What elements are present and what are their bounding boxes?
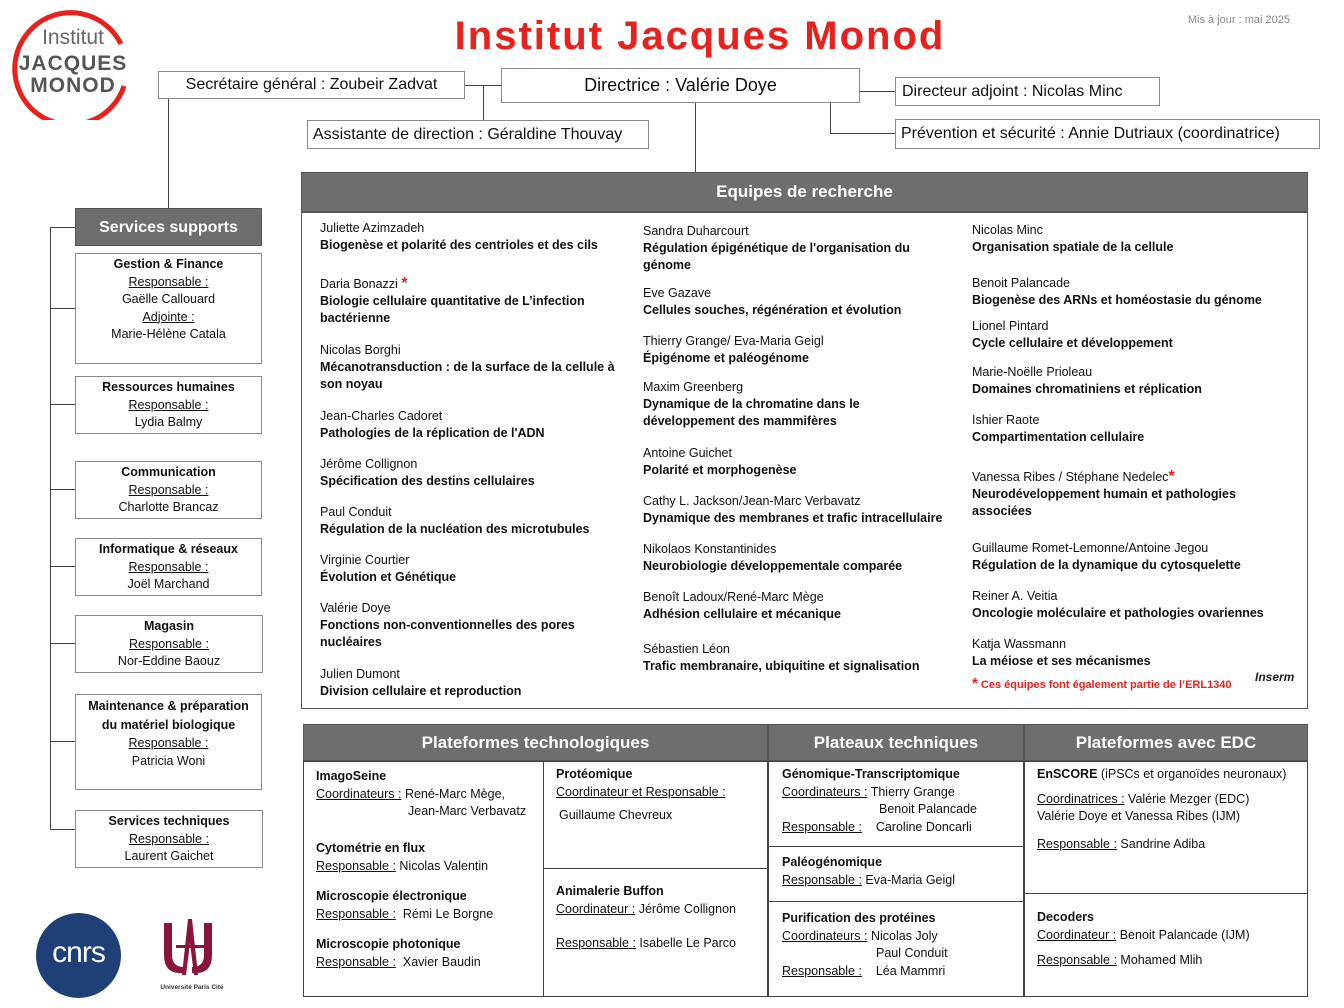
team-entry xyxy=(643,285,963,319)
platform-role: Responsable : xyxy=(1037,836,1117,851)
team-leader: Daria Bonazzi xyxy=(320,277,398,291)
team-title: Spécification des destins cellulaires xyxy=(320,474,535,488)
platform-role: Coordinateurs : xyxy=(316,786,402,801)
team-leader: Reiner A. Veitia xyxy=(972,589,1058,603)
team-leader: Katja Wassmann xyxy=(972,637,1067,651)
service-title: Magasin xyxy=(143,619,194,633)
team-title: Mécanotransduction : de la surface de la cellule à son noyau xyxy=(320,360,615,391)
team-title: Biogenèse des ARNs et homéostasie du génome xyxy=(972,293,1262,307)
team-title: Biologie cellulaire quantitative de L’infection bactérienne xyxy=(320,294,585,325)
platform-role: Coordinateur : xyxy=(1037,927,1117,942)
team-title: Division cellulaire et reproduction xyxy=(320,684,522,698)
service-title: Gestion & Finance xyxy=(113,257,224,271)
services-header: Services supports xyxy=(75,208,262,246)
team-entry xyxy=(320,456,625,490)
team-title: Régulation de la dynamique du cytosquelette xyxy=(972,558,1241,572)
directrice-box xyxy=(501,68,860,103)
platform-person: Benoit Palancade xyxy=(879,802,977,816)
cytometrie xyxy=(316,840,541,875)
team-entry xyxy=(320,408,625,442)
platform-title: Decoders xyxy=(1037,910,1094,924)
platform-person: Eva-Maria Geigl xyxy=(865,872,956,887)
team-leader: Julien Dumont xyxy=(320,667,400,681)
service-role: Responsable : xyxy=(128,397,209,412)
decoders xyxy=(1037,909,1305,970)
team-entry xyxy=(972,318,1282,352)
platform-role: Responsable : xyxy=(1037,953,1117,967)
team-leader: Lionel Pintard xyxy=(972,319,1049,333)
service-title: Services techniques xyxy=(108,814,230,828)
platform-role: Coordinateurs : xyxy=(782,784,868,799)
platform-person: Guillaume Chevreux xyxy=(559,808,673,822)
connector xyxy=(50,829,75,830)
team-leader: Thierry Grange/ Eva-Maria Geigl xyxy=(643,334,824,348)
team-title: Compartimentation cellulaire xyxy=(972,430,1145,444)
ijm-logo xyxy=(6,6,140,120)
team-leader: Nicolas Minc xyxy=(972,223,1043,237)
platforms-tech-header: Plateformes technologiques xyxy=(303,724,768,761)
service-rh xyxy=(75,376,262,434)
upc-logo xyxy=(150,915,234,995)
team-title: Évolution et Génétique xyxy=(320,570,457,584)
connector xyxy=(483,86,484,120)
paleogenomique xyxy=(782,854,1022,889)
platform-title: Génomique-Transcriptomique xyxy=(782,767,960,781)
microscopie-electronique xyxy=(316,888,541,923)
team-entry xyxy=(643,445,963,479)
team-entry xyxy=(320,275,625,327)
team-title: Cellules souches, régénération et évolution xyxy=(643,303,902,317)
connector xyxy=(50,227,75,228)
platform-title: ImagoSeine xyxy=(316,769,387,783)
service-person: Laurent Gaichet xyxy=(124,849,214,863)
team-title: Adhésion cellulaire et mécanique xyxy=(643,607,841,621)
team-title: Fonctions non-conventionnelles des pores nucléaires xyxy=(320,618,575,649)
team-leader: Nicolas Borghi xyxy=(320,343,401,357)
service-person: Joël Marchand xyxy=(127,577,210,591)
platform-role: Responsable : xyxy=(556,936,636,950)
star-marker: * xyxy=(1168,468,1175,485)
erl-footnote xyxy=(972,675,1262,692)
platform-title: Animalerie Buffon xyxy=(556,884,664,898)
platform-person: Mohamed Mlih xyxy=(1120,953,1203,967)
service-person: Gaëlle Callouard xyxy=(121,292,216,306)
connector xyxy=(50,227,51,829)
platform-person: Nicolas Valentin xyxy=(399,858,489,873)
service-title: Informatique & réseaux xyxy=(99,542,238,556)
team-leader: Sébastien Léon xyxy=(643,642,730,656)
connector xyxy=(50,643,75,644)
platform-role: Responsable : xyxy=(782,819,862,834)
assistante-box xyxy=(307,120,649,149)
platform-role: Coordinateur et Responsable : xyxy=(556,784,726,799)
team-leader: Paul Conduit xyxy=(320,505,392,519)
platform-person: Caroline Doncarli xyxy=(875,819,972,834)
platform-title: Purification des protéines xyxy=(782,911,936,925)
team-title: Cycle cellulaire et développement xyxy=(972,336,1173,350)
platform-role: Responsable : xyxy=(316,906,396,921)
platform-role: Coordinatrices : xyxy=(1037,791,1125,806)
footnote-text: Ces équipes font également partie de l’ERL1340 xyxy=(980,679,1232,691)
service-role: Adjointe : xyxy=(142,309,195,324)
team-entry xyxy=(972,222,1282,256)
team-title: Régulation épigénétique de l'organisation du génome xyxy=(643,241,910,272)
team-title: Pathologies de la réplication de l'ADN xyxy=(320,426,545,440)
platform-title: Protéomique xyxy=(556,767,633,781)
team-leader: Benoit Palancade xyxy=(972,276,1070,290)
connector xyxy=(50,404,75,405)
team-leader: Jean-Charles Cadoret xyxy=(320,409,443,423)
teams-header: Equipes de recherche xyxy=(301,172,1308,212)
logo-line2: JACQUES xyxy=(18,52,128,75)
connector xyxy=(50,741,75,742)
service-role: Responsable : xyxy=(128,482,209,497)
secretaire-general-text: Secrétaire général : Zoubeir Zadvat xyxy=(185,76,438,93)
service-role: Responsable : xyxy=(128,274,209,289)
team-leader: Eve Gazave xyxy=(643,286,712,300)
prevention-box xyxy=(895,119,1320,149)
connector xyxy=(830,133,895,134)
directrice-text: Directrice : Valérie Doye xyxy=(584,75,777,95)
team-leader: Cathy L. Jackson/Jean-Marc Verbavatz xyxy=(643,494,861,508)
team-entry xyxy=(320,600,600,651)
platform-person: Thierry Grange xyxy=(870,784,955,799)
team-title: Neurobiologie développementale comparée xyxy=(643,559,903,573)
purification-proteines xyxy=(782,910,1022,980)
platform-title: Microscopie photonique xyxy=(316,937,461,951)
team-leader: Guillaume Romet-Lemonne/Antoine Jegou xyxy=(972,541,1209,555)
team-title: Polarité et morphogenèse xyxy=(643,463,797,477)
platform-person: Isabelle Le Parco xyxy=(639,936,736,950)
team-entry xyxy=(972,468,1262,520)
service-person: Nor-Eddine Baouz xyxy=(117,654,221,668)
service-gestion xyxy=(75,253,262,364)
team-title: Biogenèse et polarité des centrioles et des cils xyxy=(320,238,598,252)
edc-header: Plateformes avec EDC xyxy=(1024,724,1308,761)
team-leader: Valérie Doye xyxy=(320,601,391,615)
team-leader: Antoine Guichet xyxy=(643,446,732,460)
connector xyxy=(50,489,75,490)
cnrs-logo xyxy=(36,913,121,998)
team-title: La méiose et ses mécanismes xyxy=(972,654,1151,668)
service-techniques xyxy=(75,810,263,868)
team-title: Neurodéveloppement humain et pathologies associées xyxy=(972,487,1236,518)
platform-role: Coordinateurs : xyxy=(782,928,868,943)
team-title: Organisation spatiale de la cellule xyxy=(972,240,1174,254)
team-entry xyxy=(320,342,620,393)
platform-person: Paul Conduit xyxy=(876,946,948,960)
team-entry xyxy=(972,412,1282,446)
prevention-text: Prévention et sécurité : Annie Dutriaux (coordinatrice) xyxy=(901,125,1280,142)
team-entry xyxy=(320,504,625,538)
service-title: Ressources humaines xyxy=(102,380,235,394)
update-note: Mis à jour : mai 2025 xyxy=(1187,14,1290,26)
team-leader: Sandra Duharcourt xyxy=(643,224,749,238)
platform-role: Responsable : xyxy=(782,872,862,887)
team-leader: Vanessa Ribes / Stéphane Nedelec xyxy=(972,470,1169,484)
team-leader: Ishier Raote xyxy=(972,413,1040,427)
service-maintenance xyxy=(75,694,262,790)
platform-title: Microscopie électronique xyxy=(316,889,467,903)
assistante-text: Assistante de direction : Géraldine Thouvay xyxy=(313,126,623,143)
service-person: Lydia Balmy xyxy=(134,415,203,429)
star-marker: * xyxy=(401,275,408,292)
connector xyxy=(695,103,696,172)
imagoseine xyxy=(316,768,541,821)
team-title: Domaines chromatiniens et réplication xyxy=(972,382,1202,396)
service-title: Communication xyxy=(121,465,216,479)
team-entry xyxy=(972,275,1282,309)
team-entry xyxy=(972,588,1292,622)
team-entry xyxy=(972,364,1282,398)
platform-title: Cytométrie en flux xyxy=(316,841,426,855)
platform-person: Xavier Baudin xyxy=(402,954,481,969)
star-marker: * xyxy=(972,675,978,692)
team-entry xyxy=(643,333,963,367)
directeur-adjoint-text: Directeur adjoint : Nicolas Minc xyxy=(902,83,1123,100)
team-title: Oncologie moléculaire et pathologies ovariennes xyxy=(972,606,1264,620)
animalerie-buffon xyxy=(556,883,766,953)
cnrs-logo-text: cnrs xyxy=(52,936,105,969)
directeur-adjoint-box xyxy=(895,77,1160,106)
genomique-transcriptomique xyxy=(782,766,1022,836)
team-leader: Benoît Ladoux/René-Marc Mège xyxy=(643,590,824,604)
page-title: Institut Jacques Monod xyxy=(454,14,946,58)
service-communication xyxy=(75,461,262,519)
platform-person: Valérie Doye et Vanessa Ribes (IJM) xyxy=(1037,809,1241,823)
platform-person: Nicolas Joly xyxy=(870,928,938,943)
service-role: Responsable : xyxy=(128,559,209,574)
team-entry xyxy=(972,636,1292,670)
platform-person: Rémi Le Borgne xyxy=(402,906,494,921)
team-entry xyxy=(643,379,893,430)
microscopie-photonique xyxy=(316,936,541,971)
service-person: Charlotte Brancaz xyxy=(118,500,219,514)
team-leader: Virginie Courtier xyxy=(320,553,410,567)
team-entry xyxy=(643,541,963,575)
platform-person: Léa Mammri xyxy=(875,963,946,978)
team-entry xyxy=(972,540,1292,574)
logo-line3: MONOD xyxy=(30,74,116,97)
logo-line1: Institut xyxy=(42,26,104,49)
platform-role: Responsable : xyxy=(316,858,396,873)
eiffel-tower-icon xyxy=(150,915,234,979)
service-person: Marie-Hélène Catala xyxy=(111,327,226,341)
upc-logo-text: Université Paris Cité xyxy=(160,984,224,991)
team-entry xyxy=(643,493,963,527)
service-role: Responsable : xyxy=(129,831,209,846)
team-title: Dynamique de la chromatine dans le développement des mammifères xyxy=(643,397,860,428)
team-entry xyxy=(643,589,963,623)
team-title: Trafic membranaire, ubiquitine et signalisation xyxy=(643,659,920,673)
platform-subtitle: (iPSCs et organoïdes neuronaux) xyxy=(1097,767,1287,781)
platform-role: Coordinateur : xyxy=(556,901,636,916)
team-entry xyxy=(320,666,625,700)
platform-person: Sandrine Adiba xyxy=(1120,836,1206,851)
team-title: Épigénome et paléogénome xyxy=(643,351,810,365)
team-entry xyxy=(320,552,625,586)
team-title: Régulation de la nucléation des microtubules xyxy=(320,522,590,536)
team-entry xyxy=(643,223,933,274)
team-leader: Marie-Noëlle Prioleau xyxy=(972,365,1093,379)
connector xyxy=(50,566,75,567)
service-person: Patricia Woni xyxy=(131,753,206,768)
connector xyxy=(860,91,895,92)
team-entry xyxy=(643,641,963,675)
connector xyxy=(168,99,169,208)
team-leader: Nikolaos Konstantinides xyxy=(643,542,777,556)
proteomique xyxy=(556,766,766,825)
platform-person: Valérie Mezger (EDC) xyxy=(1128,791,1250,806)
team-leader: Juliette Azimzadeh xyxy=(320,221,425,235)
inserm-logo: Inserm xyxy=(1255,670,1295,684)
platform-person: Benoit Palancade (IJM) xyxy=(1119,927,1250,942)
platform-title: EnSCORE xyxy=(1037,767,1098,781)
connector xyxy=(50,308,75,309)
secretaire-general-box xyxy=(158,71,465,99)
team-title: Dynamique des membranes et trafic intracellulaire xyxy=(643,511,943,525)
platform-person: René-Marc Mège, xyxy=(404,786,505,801)
enscore xyxy=(1037,766,1305,853)
platform-person: Jean-Marc Verbavatz xyxy=(408,804,527,818)
service-title: Maintenance & préparation du matériel biologique xyxy=(88,699,249,732)
team-entry xyxy=(320,220,625,254)
service-role: Responsable : xyxy=(129,636,209,651)
team-leader: Jérôme Collignon xyxy=(320,457,418,471)
platform-role: Responsable : xyxy=(316,954,396,969)
connector xyxy=(830,103,831,134)
team-leader: Maxim Greenberg xyxy=(643,380,744,394)
service-informatique xyxy=(75,538,262,596)
platform-title: Paléogénomique xyxy=(782,855,883,869)
platform-role: Responsable : xyxy=(782,963,862,978)
platform-person: Jérôme Collignon xyxy=(638,901,736,916)
plateaux-header: Plateaux techniques xyxy=(768,724,1024,761)
service-role: Responsable : xyxy=(128,736,209,750)
service-magasin xyxy=(75,615,263,673)
